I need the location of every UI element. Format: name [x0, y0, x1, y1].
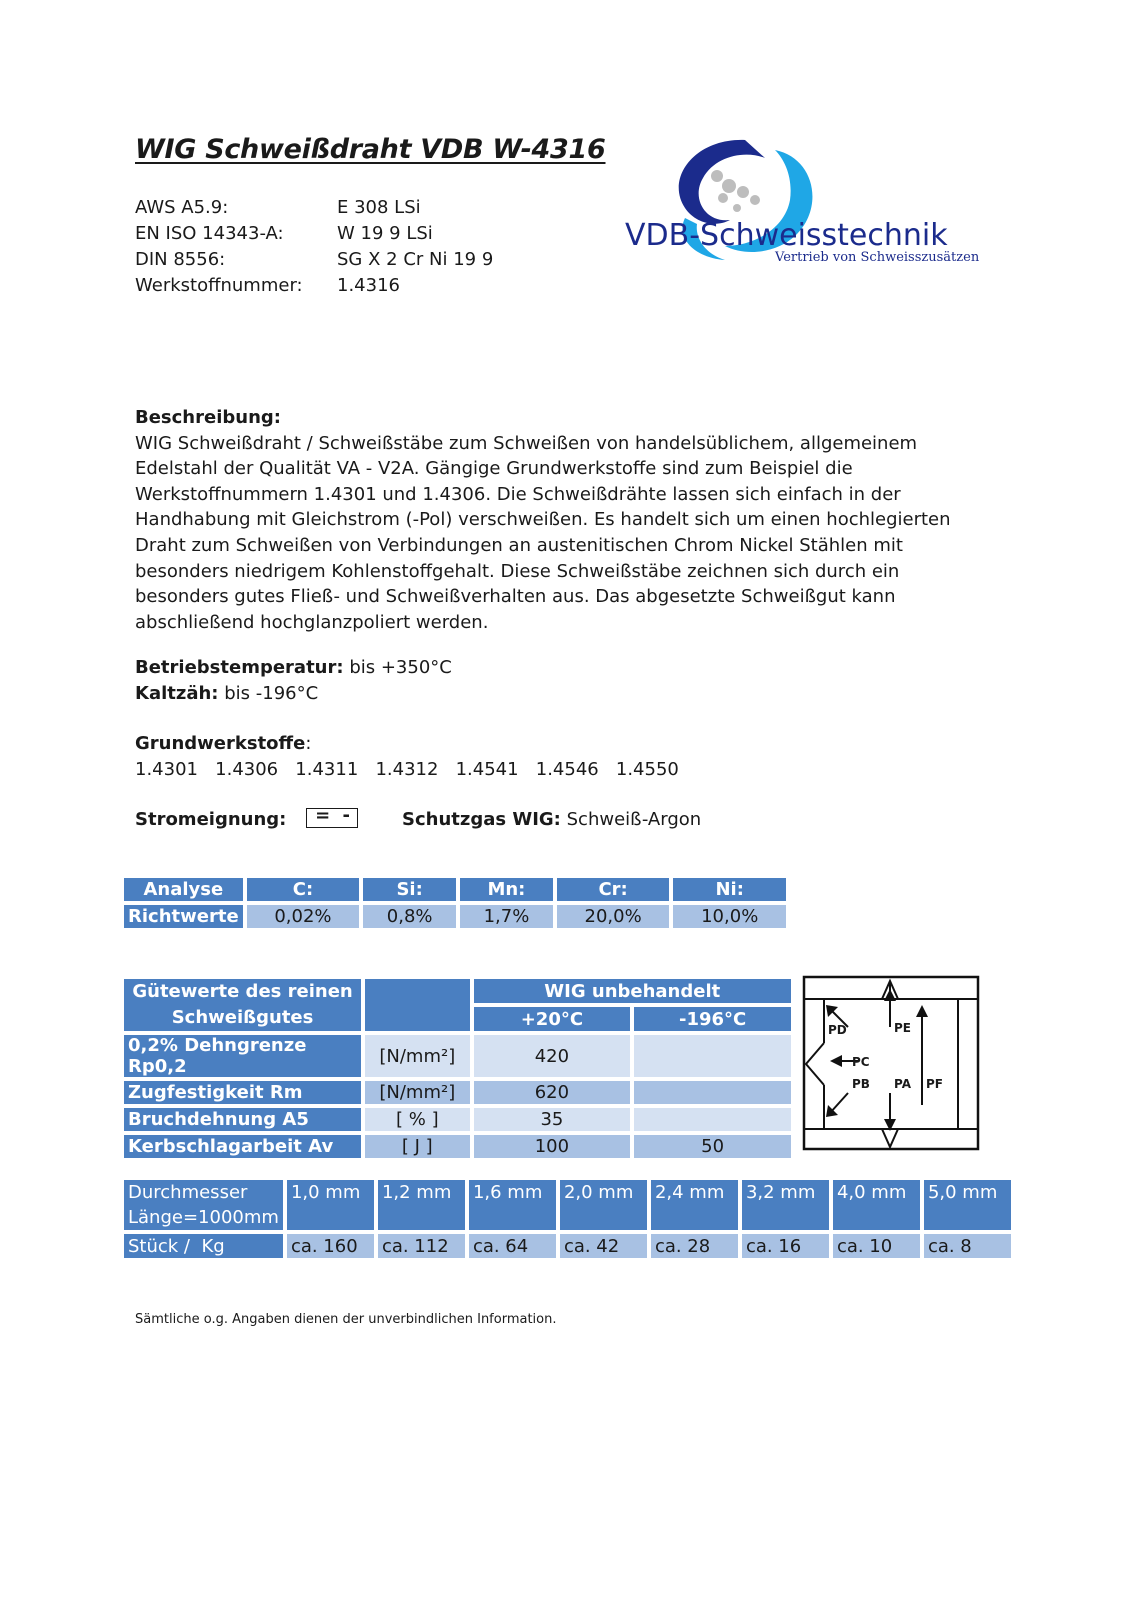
- pieces-value: ca. 160: [287, 1234, 374, 1258]
- base-materials-values: 1.4301 1.4306 1.4311 1.4312 1.4541 1.4546 1.4550: [135, 759, 679, 780]
- position-label: PE: [894, 1021, 911, 1035]
- pieces-value: ca. 16: [742, 1234, 829, 1258]
- quality-table: [120, 975, 795, 1162]
- analysis-value: 20,0%: [557, 905, 670, 928]
- analysis-value: 10,0%: [673, 905, 786, 928]
- analysis-header: Si:: [363, 878, 456, 901]
- position-label: PF: [926, 1077, 943, 1091]
- diameter: 1,6 mm: [469, 1180, 556, 1230]
- spec-key: Werkstoffnummer:: [135, 275, 303, 296]
- operating-temp-label: Betriebstemperatur:: [135, 657, 344, 678]
- quality-row-unit: [ % ]: [365, 1108, 469, 1131]
- base-materials-colon: :: [305, 733, 312, 754]
- operating-temp: [135, 657, 452, 678]
- dc-current-icon: [306, 805, 358, 828]
- pieces-value: ca. 112: [378, 1234, 465, 1258]
- base-materials-label: Grundwerkstoffe: [135, 733, 306, 754]
- quality-header-unit: [365, 979, 469, 1031]
- dc-current-symbol: = -: [315, 805, 353, 826]
- description: [135, 405, 995, 635]
- quality-header-left: Gütewerte des reinen Schweißgutes: [124, 979, 361, 1031]
- diameter: 3,2 mm: [742, 1180, 829, 1230]
- quality-row-unit: [ J ]: [365, 1135, 469, 1158]
- dimensions-pieces-row: [124, 1234, 1011, 1258]
- diameter: 4,0 mm: [833, 1180, 920, 1230]
- quality-row: [124, 1135, 791, 1158]
- current-suitability: [135, 805, 358, 830]
- analysis-value: 0,8%: [363, 905, 456, 928]
- analysis-header: Mn:: [460, 878, 553, 901]
- pieces-label: Stück / Kg: [124, 1234, 283, 1258]
- shielding-gas-value: Schweiß-Argon: [566, 809, 702, 830]
- pieces-value: ca. 64: [469, 1234, 556, 1258]
- quality-row-v196: [634, 1108, 791, 1131]
- quality-row-v196: 50: [634, 1135, 791, 1158]
- footer-note: Sämtliche o.g. Angaben dienen der unverbindlichen Information.: [135, 1312, 557, 1327]
- spec-value: SG X 2 Cr Ni 19 9: [337, 249, 494, 270]
- shielding-gas: [402, 809, 701, 830]
- shielding-gas-label: Schutzgas WIG:: [402, 809, 561, 830]
- spec-value: W 19 9 LSi: [337, 223, 433, 244]
- analysis-header: Analyse: [124, 878, 243, 901]
- description-heading: Beschreibung:: [135, 407, 281, 428]
- analysis-table: [120, 874, 790, 932]
- vdb-logo: [625, 128, 985, 270]
- analysis-header: C:: [247, 878, 360, 901]
- pieces-value: ca. 8: [924, 1234, 1011, 1258]
- quality-row-v20: 420: [474, 1035, 631, 1077]
- base-materials-heading: [135, 733, 311, 754]
- quality-header-row: [124, 979, 791, 1003]
- current-label: Stromeignung:: [135, 809, 287, 830]
- diameter: 2,0 mm: [560, 1180, 647, 1230]
- dimensions-table: [120, 1176, 1015, 1262]
- diameter: 2,4 mm: [651, 1180, 738, 1230]
- spec-value: E 308 LSi: [337, 197, 421, 218]
- spec-key: AWS A5.9:: [135, 197, 229, 218]
- quality-row-name: Zugfestigkeit Rm: [124, 1081, 361, 1104]
- quality-row-unit: [N/mm²]: [365, 1081, 469, 1104]
- spec-key: EN ISO 14343-A:: [135, 223, 284, 244]
- position-label: PA: [894, 1077, 911, 1091]
- quality-row-v20: 35: [474, 1108, 631, 1131]
- pieces-value: ca. 10: [833, 1234, 920, 1258]
- quality-row: [124, 1035, 791, 1077]
- quality-col-20: +20°C: [474, 1007, 631, 1031]
- spec-key: DIN 8556:: [135, 249, 226, 270]
- quality-header-group: WIG unbehandelt: [474, 979, 791, 1003]
- quality-row-name: Kerbschlagarbeit Av: [124, 1135, 361, 1158]
- analysis-value: 0,02%: [247, 905, 360, 928]
- dimensions-header-label-2: Länge=1000mm: [128, 1207, 279, 1228]
- dimensions-header-label: [124, 1180, 283, 1230]
- position-label: PD: [828, 1023, 847, 1037]
- welding-positions-diagram: [802, 975, 980, 1151]
- operating-temp-value: bis +350°C: [349, 657, 452, 678]
- quality-row-v20: 100: [474, 1135, 631, 1158]
- quality-row-name: 0,2% Dehngrenze Rp0,2: [124, 1035, 361, 1077]
- analysis-row-label: Richtwerte: [124, 905, 243, 928]
- logo-brand: VDB-Schweisstechnik: [625, 218, 948, 253]
- quality-row-name: Bruchdehnung A5: [124, 1108, 361, 1131]
- quality-row-unit: [N/mm²]: [365, 1035, 469, 1077]
- page-title: WIG Schweißdraht VDB W-4316: [135, 134, 606, 165]
- cold-tough-value: bis -196°C: [224, 683, 319, 704]
- analysis-header-row: [124, 878, 786, 901]
- quality-row-v196: [634, 1035, 791, 1077]
- quality-row-v20: 620: [474, 1081, 631, 1104]
- pieces-value: ca. 28: [651, 1234, 738, 1258]
- quality-row: [124, 1081, 791, 1104]
- quality-row: [124, 1108, 791, 1131]
- spec-value: 1.4316: [337, 275, 400, 296]
- position-label: PB: [852, 1077, 870, 1091]
- diameter: 1,0 mm: [287, 1180, 374, 1230]
- dimensions-header-row: [124, 1180, 1011, 1230]
- diameter: 5,0 mm: [924, 1180, 1011, 1230]
- cold-tough: [135, 683, 318, 704]
- logo-tagline: Vertrieb von Schweisszusätzen: [775, 250, 980, 265]
- pieces-value: ca. 42: [560, 1234, 647, 1258]
- welding-positions-icon: [802, 975, 980, 1151]
- dimensions-header-label-1: Durchmesser: [128, 1182, 248, 1203]
- analysis-header: Cr:: [557, 878, 670, 901]
- description-text: WIG Schweißdraht / Schweißstäbe zum Schweißen von handelsüblichem, allgemeinem Edelstahl der Qualität VA - V2A. Gängige Grundwerkstoffe sind zum Beispiel die Werkstoffnummern 1.4301 und 1.4306. Die Schweißdrähte lassen sich einfach in der Handhabung mit Gleichstrom (-Pol) verschweißen. Es handelt sich um einen hochlegierten Draht zum Schweißen von Verbindungen an austenitischen Chrom Nickel Stählen mit besonders niedrigem Kohlenstoffgehalt. Diese Schweißstäbe zeichnen sich durch ein besonders gutes Fließ- und Schweißverhalten aus. Das abgesetzte Schweißgut kann abschließend hochglanzpoliert werden.: [135, 432, 951, 633]
- position-label: PC: [852, 1055, 870, 1069]
- diameter: 1,2 mm: [378, 1180, 465, 1230]
- analysis-header: Ni:: [673, 878, 786, 901]
- analysis-value-row: [124, 905, 786, 928]
- quality-col-196: -196°C: [634, 1007, 791, 1031]
- analysis-value: 1,7%: [460, 905, 553, 928]
- quality-row-v196: [634, 1081, 791, 1104]
- cold-tough-label: Kaltzäh:: [135, 683, 219, 704]
